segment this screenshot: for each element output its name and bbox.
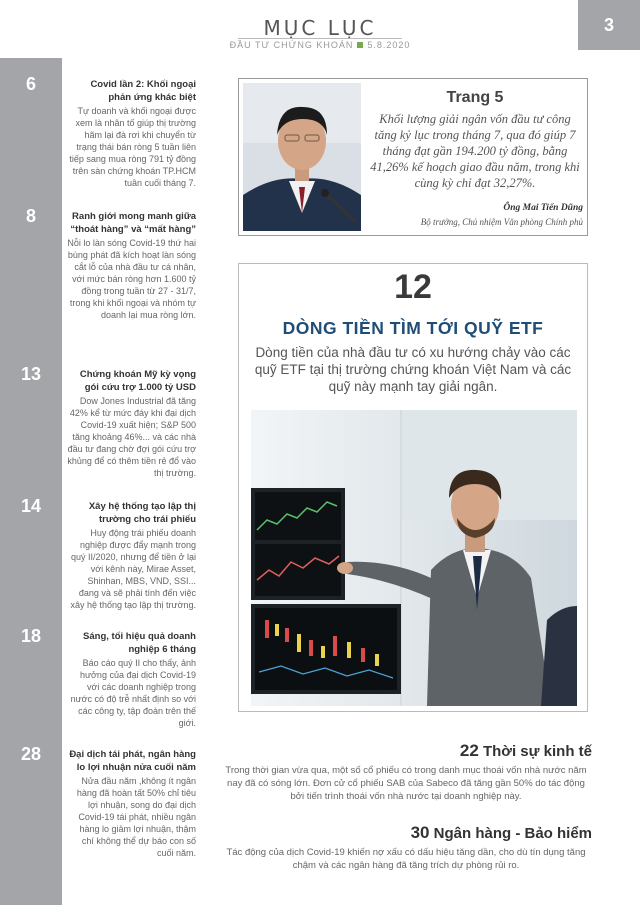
quote-box[interactable] — [238, 78, 588, 236]
sidebar-item-summary: Dow Jones Industrial đã tăng 42% kể từ mức đáy khi đại dịch Covid-19 xuất hiện; S&P 500 tăng khoảng 46%... và các nhà đầu tư đang chờ đợi gói cứu trợ khủng để có thêm tiền rẻ đổ vào thị trường. — [67, 396, 196, 478]
bottom-item-summary: Tác động của dịch Covid-19 khiến nợ xấu có dấu hiệu tăng dần, cho dù tín dụng tăng chậm và các ngân hàng đã tăng trích dự phòng rủi ro. — [226, 847, 586, 871]
bottom-item[interactable] — [220, 741, 592, 803]
page-number: 3 — [578, 0, 640, 50]
sidebar-item-summary: Nửa đầu năm ,không ít ngân hàng đã hoàn tất 50% chỉ tiêu lợi nhuận, song do đại dịch Covid-19 tái phát, nhiều ngân hàng lo giảm lợi nhuận, thậm chí không thể dự báo con số cuối năm. — [76, 776, 196, 858]
sidebar-item-page: 8 — [25, 206, 36, 226]
issue-date: 5.8.2020 — [367, 40, 411, 50]
sidebar-item-headline: Chứng khoán Mỹ kỳ vọng gói cứu trợ 1.000 tỷ USD — [79, 369, 196, 393]
quote-page-label: Trang 5 — [446, 89, 504, 106]
sidebar-item-headline: Covid lần 2: Khối ngoại phản ứng khác biệt — [90, 79, 196, 103]
sidebar-item-page: 28 — [20, 744, 42, 764]
feature-summary: Dòng tiền của nhà đầu tư có xu hướng chảy vào các quỹ ETF tại thị trường chứng khoán Việt Nam và các quỹ này mạnh tay giải ngân. — [254, 345, 572, 394]
quote-author-role: Bộ trưởng, Chủ nhiệm Văn phòng Chính phủ — [420, 217, 583, 227]
publication-name: ĐẦU TƯ CHỨNG KHOÁN — [229, 40, 354, 50]
sidebar-item-page: 18 — [20, 626, 42, 646]
feature-photo — [251, 410, 577, 706]
sidebar — [0, 58, 204, 905]
section-title: MỤC LỤC — [263, 16, 377, 40]
sidebar-item-page: 6 — [25, 74, 36, 94]
sidebar-item-headline: Đại dịch tái phát, ngân hàng lo lợi nhuận nửa cuối năm — [69, 749, 196, 773]
feature-headline: DÒNG TIỀN TÌM TỚI QUỸ ETF — [282, 318, 544, 338]
bottom-item-page: 30 — [410, 823, 430, 842]
feature-page-number: 12 — [394, 268, 432, 306]
sidebar-item-summary: Báo cáo quý II cho thấy, ảnh hưởng của đại dịch Covid-19 với các doanh nghiệp trong nước có độ trễ nhất định so với các công ty, tập đoàn trên thế giới. — [70, 658, 196, 728]
sidebar-item-page: 14 — [20, 496, 42, 516]
sidebar-item-headline: Ranh giới mong manh giữa “thoát hàng” và “mất hàng” — [70, 211, 196, 235]
bottom-item-title: Thời sự kinh tế — [482, 743, 592, 760]
header-rule — [238, 38, 402, 39]
quote-text: Khối lượng giải ngân vốn đầu tư công tăng kỷ lục trong tháng 7, qua đó giúp 7 tháng đạt gần 194.200 tỷ đồng, bằng 41,26% kế hoạch giao đầu năm, trong khi cùng kỳ chỉ đạt 32,27%. — [370, 112, 580, 190]
sidebar-item-headline: Sáng, tối hiệu quả doanh nghiệp 6 tháng — [83, 631, 196, 655]
accent-square-icon — [357, 42, 363, 48]
sidebar-item-headline: Xây hệ thống tạo lập thị trường cho trái phiếu — [88, 501, 196, 525]
sidebar-strip — [0, 58, 62, 905]
bottom-item[interactable] — [220, 823, 592, 872]
sidebar-item-summary: Tự doanh và khối ngoại được xem là nhân tố giúp thị trường hãm lại đà rơi khi chuyển từ trạng thái bán ròng 5 tuần liên tiếp sang mua ròng 791 tỷ đồng trên sàn chứng khoán TP.HCM tuần cuối tháng 7. — [69, 106, 196, 188]
portrait-photo — [243, 83, 361, 231]
publication-line — [0, 40, 640, 50]
bottom-item-summary: Trong thời gian vừa qua, một số cổ phiếu có trong danh mục thoái vốn nhà nước năm nay đã có sóng lớn. Đơn cử cổ phiếu SAB của Sabeco đã tăng gần 50% do tác động bởi tiến trình thoái vốn nhà nước tại doanh nghiệp này. — [225, 765, 587, 802]
quote-author-name: Ông Mai Tiến Dũng — [503, 203, 583, 213]
sidebar-item-page: 13 — [20, 364, 42, 384]
bottom-item-page: 22 — [459, 741, 479, 760]
bottom-item-title: Ngân hàng - Bảo hiểm — [433, 825, 592, 842]
sidebar-item-summary: Nỗi lo làn sóng Covid-19 thứ hai bùng phát đã kích hoạt làn sóng cắt lỗ của nhà đầu tư cá nhân, với mức bán ròng hơn 1.600 tỷ đồng trong tuần từ 27 - 31/7, trong khi khối ngoại và nhóm tự doanh lại mua ròng lớn. — [67, 238, 196, 320]
sidebar-item-summary: Huy động trái phiếu doanh nghiệp được đẩy mạnh trong quý II/2020, nhưng để tiền ở lại với kênh này, Mirae Asset, Shinhan, MBS, VND, SSI... đang và sẽ phải tính đến việc xây hệ thống tạo lập thị trường. — [70, 528, 196, 610]
feature-story[interactable] — [238, 263, 588, 712]
